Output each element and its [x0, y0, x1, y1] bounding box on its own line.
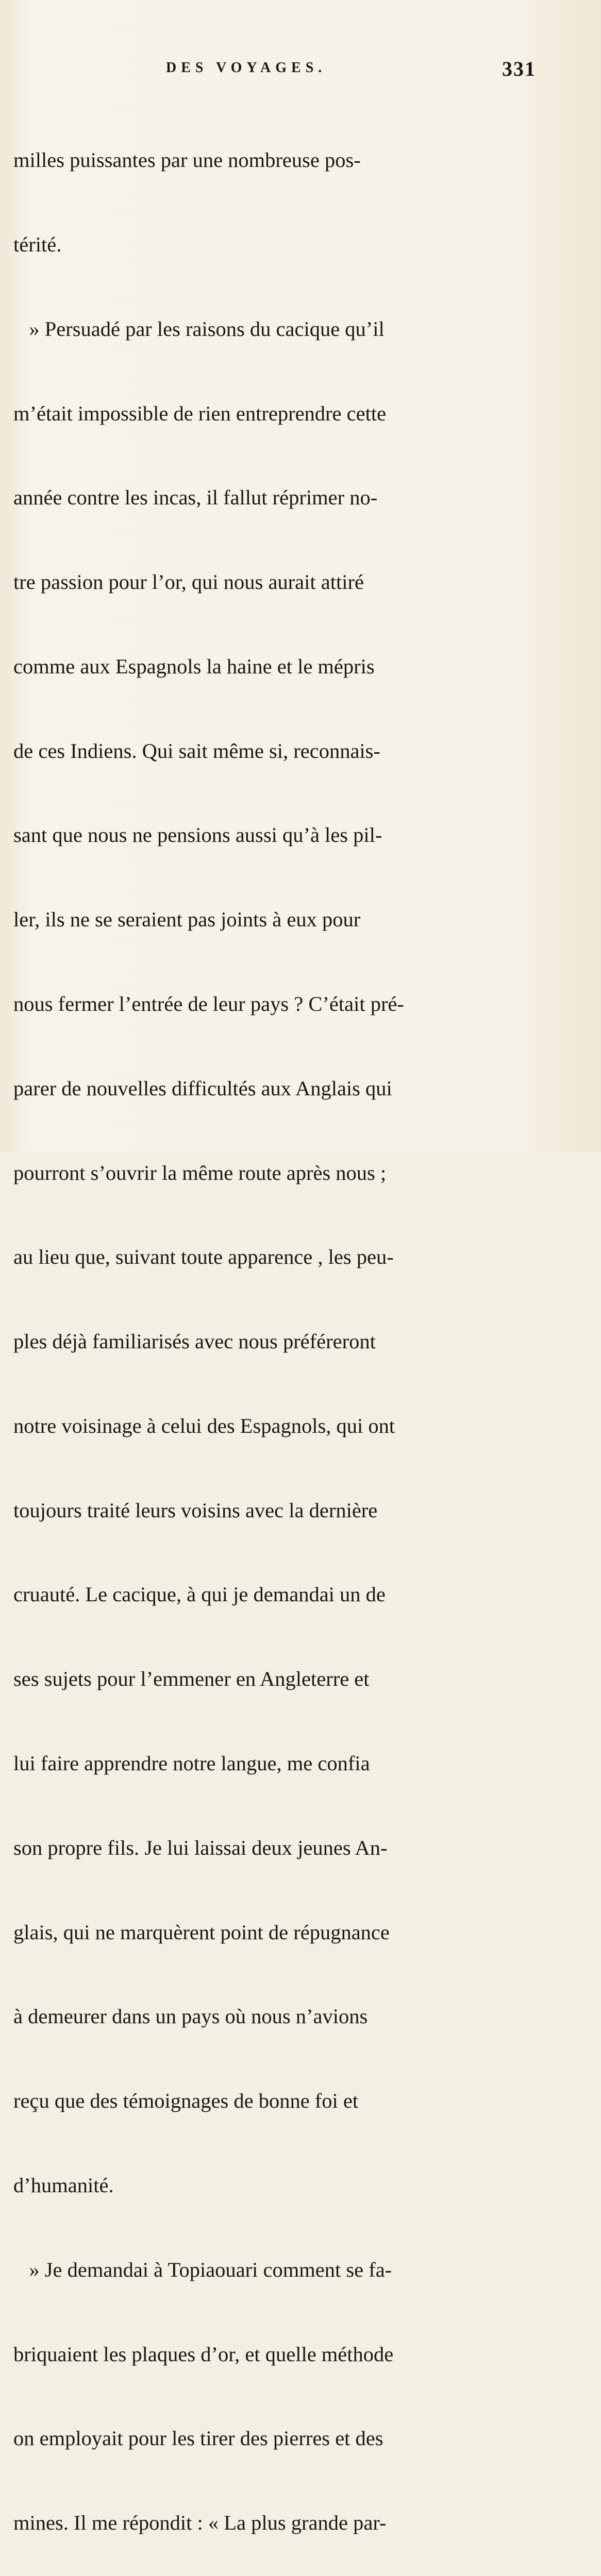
- text-line: nous fermer l’entrée de leur pays ? C’était pré-: [13, 992, 404, 1015]
- text-line: milles puissantes par une nombreuse pos-: [13, 148, 361, 172]
- body-text: [13, 90, 534, 2576]
- text-line: au lieu que, suivant toute apparence , les peu-: [13, 1245, 394, 1269]
- text-line: cruauté. Le cacique, à qui je demandai un de: [13, 1583, 386, 1606]
- text-line: ples déjà familiarisés avec nous préféreront: [13, 1330, 376, 1353]
- text-line: » Je demandai à Topiaouari comment se fa-: [13, 2258, 392, 2281]
- text-line: mines. Il me répondit : « La plus grande par-: [13, 2511, 387, 2535]
- text-line: m’était impossible de rien entreprendre cette: [13, 401, 387, 425]
- text-line: térité.: [13, 232, 62, 256]
- text-line: à demeurer dans un pays où nous n’avions: [13, 2005, 368, 2028]
- running-title: DES VOYAGES.: [166, 60, 327, 76]
- text-line: de ces Indiens. Qui sait même si, reconnais-: [13, 739, 380, 762]
- text-line: tre passion pour l’or, qui nous aurait attiré: [13, 570, 364, 594]
- text-line: sant que nous ne pensions aussi qu’à les pil-: [13, 823, 382, 847]
- text-line: ses sujets pour l’emmener en Angleterre et: [13, 1667, 370, 1691]
- text-line: briquaient les plaques d’or, et quelle méthode: [13, 2342, 394, 2366]
- text-line: reçu que des témoignages de bonne foi et: [13, 2089, 359, 2113]
- text-line: » Persuadé par les raisons du cacique qu’il: [13, 317, 385, 341]
- text-line: pourront s’ouvrir la même route après nous ;: [13, 1161, 387, 1184]
- text-line: on employait pour les tirer des pierres et des: [13, 2427, 383, 2450]
- text-line: son propre fils. Je lui laissai deux jeunes An-: [13, 1836, 388, 1859]
- text-line: année contre les incas, il fallut réprimer no-: [13, 486, 378, 510]
- text-line: comme aux Espagnols la haine et le mépris: [13, 654, 375, 678]
- text-line: lui faire apprendre notre langue, me confia: [13, 1752, 370, 1775]
- text-line: glais, qui ne marquèrent point de répugnance: [13, 1920, 390, 1944]
- text-line: notre voisinage à celui des Espagnols, qui ont: [13, 1414, 395, 1437]
- text-line: d’humanité.: [13, 2173, 114, 2197]
- text-line: toujours traité leurs voisins avec la dernière: [13, 1498, 378, 1522]
- text-line: parer de nouvelles difficultés aux Anglais qui: [13, 1076, 392, 1100]
- text-line: ler, ils ne se seraient pas joints à eux pour: [13, 908, 361, 931]
- running-head: [0, 57, 601, 88]
- page-number: 331: [502, 57, 536, 80]
